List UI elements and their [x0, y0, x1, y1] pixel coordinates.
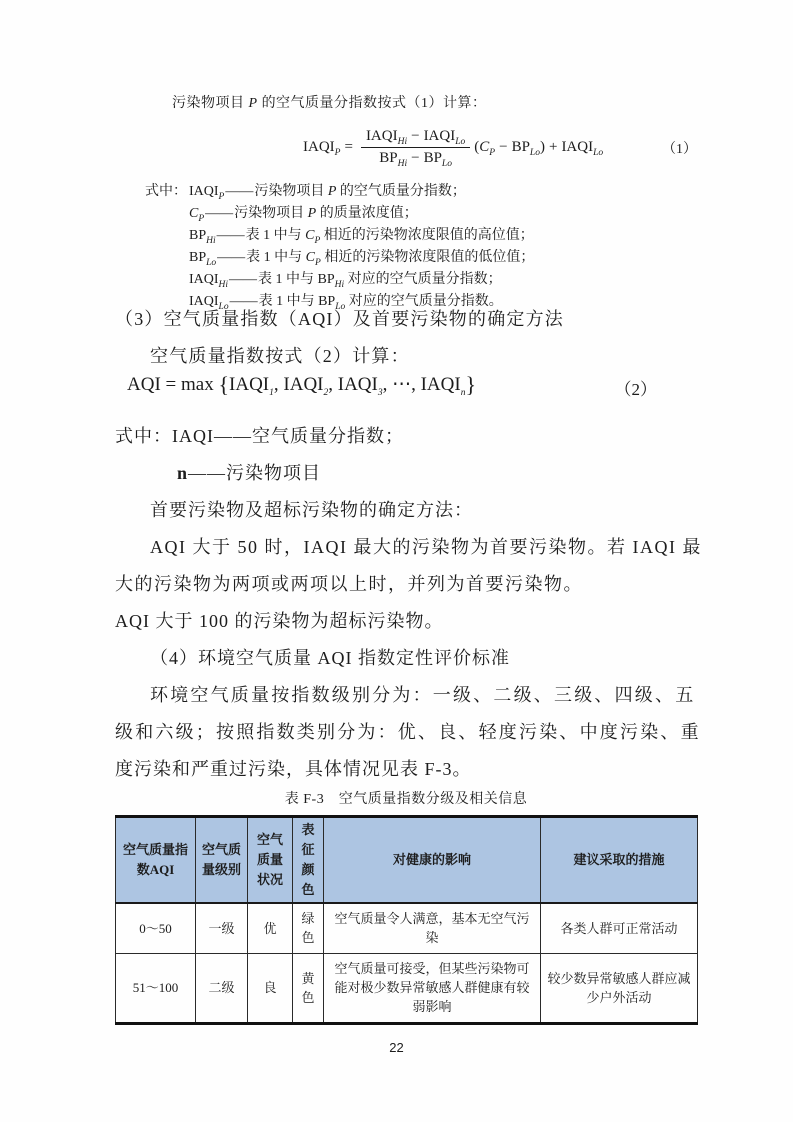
f1-fraction	[361, 128, 470, 167]
col-header-health: 对健康的影响	[324, 817, 541, 904]
def-inline-sub: Hi	[334, 279, 345, 290]
f2-max: max	[181, 374, 219, 395]
section-3-line1: 空气质量指数按式（2）计算：	[150, 346, 410, 366]
f1-lhs: IAQI	[303, 138, 335, 155]
cell-color: 黄色	[293, 953, 324, 1023]
def-text: 表 1 中与	[258, 272, 318, 287]
formula-2-expression	[127, 372, 476, 398]
def-inline-sub: Lo	[335, 301, 346, 312]
cell-color: 绿色	[293, 903, 324, 953]
f2-t2: IAQI	[283, 374, 324, 395]
f2-sep2: ,	[328, 374, 338, 395]
definition-line	[145, 181, 534, 203]
formula-2	[115, 372, 697, 402]
section-4-line3: 度污染和严重过污染，具体情况见表 F-3。	[115, 759, 472, 779]
def-term: BP	[189, 228, 207, 243]
f1-bp: BP	[511, 138, 530, 155]
f1-numerator	[361, 128, 470, 148]
f1-bp-sub: Lo	[529, 147, 540, 158]
definition-line	[145, 247, 534, 269]
def-prefix: 式中：	[145, 184, 187, 199]
col-header-status: 空气质量状况	[248, 817, 293, 904]
n-symbol: n	[177, 463, 189, 483]
cell-health: 空气质量令人满意，基本无空气污染	[324, 903, 541, 953]
body-text	[115, 418, 702, 788]
f1-paren-open: (	[474, 138, 480, 155]
f2-sep1: ,	[273, 374, 284, 395]
formula-1-expression	[303, 116, 603, 178]
cell-health: 空气质量可接受，但某些污染物可能对极少数异常敏感人群健康有较弱影响	[324, 953, 541, 1023]
def-term-sub: P	[198, 213, 205, 224]
f1-num-b2: IAQI	[423, 127, 456, 144]
def-term-sub: Hi	[218, 279, 229, 290]
def-inline-roman: BP	[318, 294, 336, 309]
def-text: 表 1 中与	[258, 294, 319, 309]
def-text-tail: 对应的空气质量分指数。	[345, 294, 503, 309]
f1-denominator	[361, 148, 470, 167]
f1-tail: IAQI	[561, 138, 594, 155]
body-shizhong-line: 式中：IAQI——空气质量分指数；	[115, 426, 404, 446]
body-line-aqi50-cont: 大的污染物为两项或两项以上时，并列为首要污染物。	[115, 574, 583, 594]
f2-s1: 1	[269, 387, 274, 398]
def-text-tail: 对应的空气质量分指数；	[344, 272, 502, 287]
def-text: 表 1 中与	[245, 228, 306, 243]
body-line-aqi100: AQI 大于 100 的污染物为超标污染物。	[115, 611, 444, 631]
body-n-line	[115, 455, 697, 492]
f2-t3: IAQI	[337, 374, 378, 395]
body-line-aqi50: AQI 大于 50 时，IAQI 最大的污染物为首要污染物。若 IAQI 最	[150, 537, 702, 557]
definition-line	[145, 203, 534, 225]
def-text-tail: 的质量浓度值；	[316, 206, 418, 221]
def-inline-italic: C	[305, 250, 316, 265]
f2-sep3: , ⋯,	[382, 374, 421, 395]
def-term-sub: Hi	[206, 235, 216, 246]
def-inline-sub: P	[315, 257, 321, 268]
col-header-color: 表征颜色	[293, 817, 324, 904]
def-text-tail: 相近的污染物浓度限值的高位值；	[320, 228, 534, 243]
f1-tail-sub: Lo	[593, 147, 604, 158]
def-dash: ——	[229, 294, 258, 309]
intro-pre: 污染物项目	[172, 96, 249, 111]
cell-level: 二级	[196, 953, 248, 1023]
f2-s3: 3	[377, 387, 383, 398]
def-term-sub: Lo	[218, 301, 229, 312]
formula-2-number: （2）	[614, 380, 657, 399]
def-dash: ——	[205, 206, 234, 221]
f1-num-op: −	[411, 127, 420, 144]
def-inline-italic: C	[305, 228, 315, 243]
col-header-advice: 建议采取的措施	[541, 817, 698, 904]
f1-equals: =	[344, 138, 353, 155]
intro-var-p: P	[248, 96, 258, 111]
f1-num-s2: Lo	[455, 136, 466, 147]
n-description: ——污染物项目	[188, 463, 322, 483]
cell-aqi-range: 51～100	[116, 953, 196, 1023]
cell-advice: 各类人群可正常活动	[541, 903, 698, 953]
intro-post: 的空气质量分指数按式（1）计算：	[257, 96, 487, 111]
section-4-line2: 级和六级；按照指数类别分为：优、良、轻度污染、中度污染、重	[115, 722, 701, 742]
body-line-method: 首要污染物及超标污染物的确定方法：	[150, 500, 473, 520]
def-inline-roman: BP	[317, 272, 335, 287]
def-term-sub: Lo	[206, 257, 217, 268]
f1-den-s1: Hi	[397, 158, 408, 169]
def-text-tail: 的空气质量分指数；	[336, 184, 466, 199]
f2-t4: IAQI	[420, 374, 461, 395]
table-row	[116, 903, 698, 953]
definition-line	[145, 225, 534, 247]
def-inline-italic: P	[327, 184, 337, 199]
cell-aqi-range: 0～50	[116, 903, 196, 953]
def-dash: ——	[229, 272, 258, 287]
formula-1-definitions	[145, 181, 534, 313]
def-text: 表 1 中与	[246, 250, 306, 265]
table-header-row	[116, 817, 698, 904]
f1-num-s1: Hi	[397, 136, 408, 147]
def-text: 污染物项目	[234, 206, 308, 221]
formula-1	[115, 116, 697, 178]
def-term: BP	[189, 250, 207, 265]
formula-1-number: （1）	[662, 142, 697, 157]
f2-lhs: AQI	[127, 374, 161, 395]
col-header-aqi: 空气质量指数AQI	[116, 817, 196, 904]
section-3-heading: （3）空气质量指数（AQI）及首要污染物的确定方法	[115, 309, 564, 329]
def-dash: ——	[225, 184, 254, 199]
f1-paren-close: )	[539, 138, 545, 155]
def-term-italic: C	[189, 206, 199, 221]
f2-s2: 2	[323, 387, 329, 398]
f1-c-sub: P	[489, 147, 496, 158]
f2-equals: =	[160, 374, 181, 395]
f1-den-b2: BP	[423, 149, 442, 166]
cell-advice: 较少数异常敏感人群应减少户外活动	[541, 953, 698, 1023]
table-f3	[115, 815, 698, 1025]
cell-status: 良	[248, 953, 293, 1023]
definition-line	[145, 269, 534, 291]
def-inline-italic: P	[307, 206, 317, 221]
table-f3-title: 表 F-3 空气质量指数分级及相关信息	[284, 792, 528, 807]
cell-status: 优	[248, 903, 293, 953]
def-text-tail: 相近的污染物浓度限值的低位值；	[320, 250, 535, 265]
f2-brace-open: {	[218, 372, 230, 397]
def-term: IAQI	[189, 272, 219, 287]
f1-plus: +	[548, 138, 558, 155]
f2-brace-close: }	[465, 372, 477, 397]
col-header-level: 空气质量级别	[196, 817, 248, 904]
f2-t1: IAQI	[229, 374, 270, 395]
def-term: IAQI	[189, 294, 219, 309]
f1-c: C	[479, 138, 490, 155]
f1-num-b1: IAQI	[365, 127, 398, 144]
f1-den-op: −	[411, 149, 420, 166]
section-4-heading: （4）环境空气质量 AQI 指数定性评价标准	[150, 648, 510, 668]
def-dash: ——	[217, 250, 246, 265]
cell-level: 一级	[196, 903, 248, 953]
def-dash: ——	[216, 228, 245, 243]
f1-den-s2: Lo	[441, 158, 452, 169]
table-row	[116, 953, 698, 1023]
def-inline-sub: P	[314, 235, 321, 246]
def-term-sub: P	[218, 191, 225, 202]
f2-s4: n	[460, 387, 466, 398]
f1-den-b1: BP	[379, 149, 398, 166]
intro-line	[172, 92, 487, 112]
f1-minus2: −	[499, 138, 508, 155]
f1-lhs-sub: P	[334, 147, 341, 158]
def-text: 污染物项目	[254, 184, 328, 199]
page-number: 22	[389, 1040, 404, 1055]
section-4-line1: 环境空气质量按指数级别分为：一级、二级、三级、四级、五	[150, 685, 696, 705]
def-term: IAQI	[189, 184, 219, 199]
